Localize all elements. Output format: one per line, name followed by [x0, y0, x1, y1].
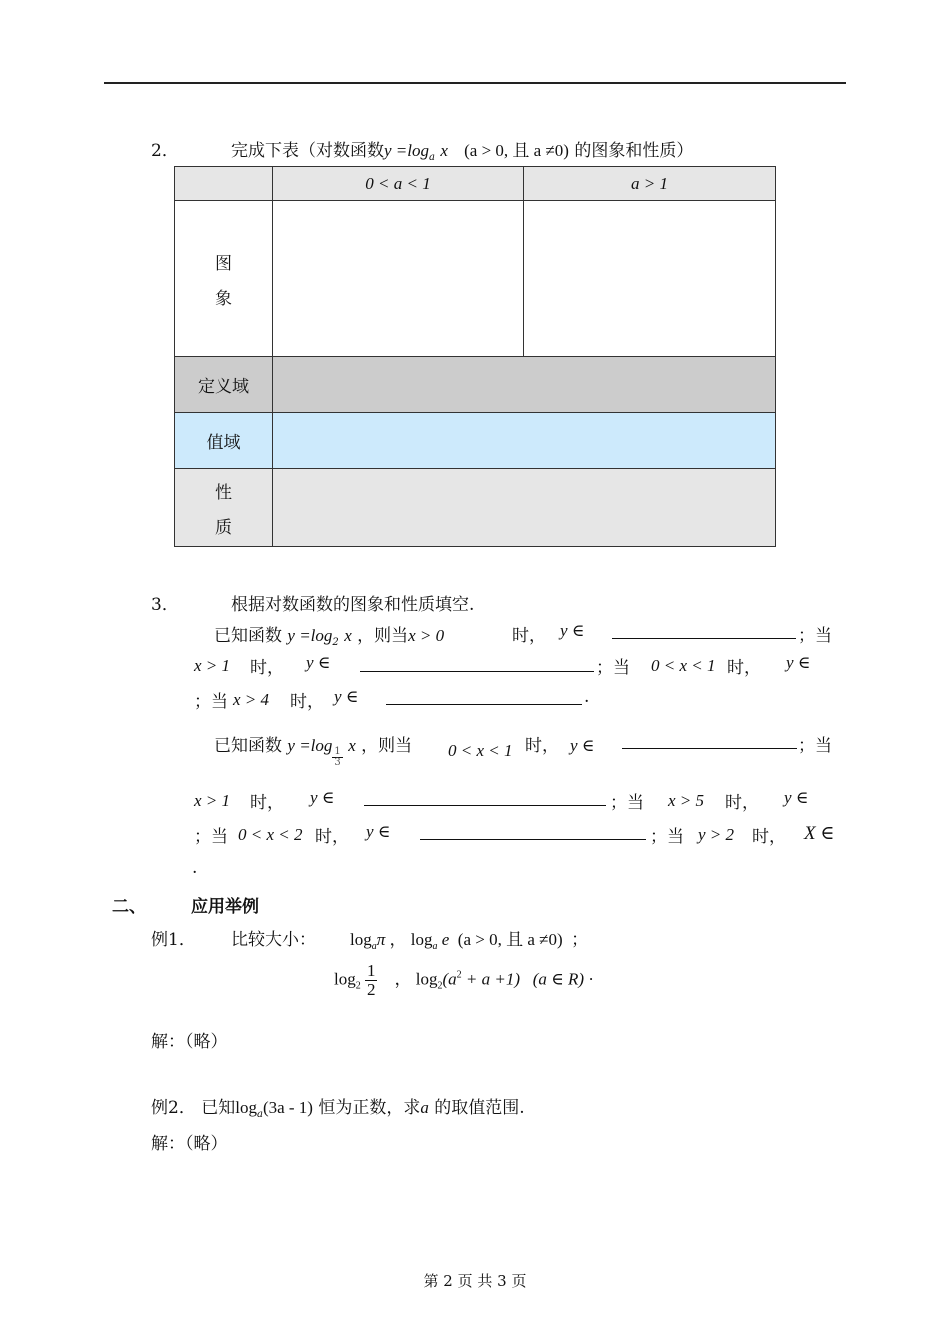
ex1-log-1: log [350, 930, 372, 949]
q3-shi-4: 时， [290, 692, 324, 712]
q3-y-in-5: y ∈ [570, 736, 595, 755]
q3-semi-dang-7: ；当 [650, 827, 684, 847]
ex1-log-1-base: a [371, 941, 377, 952]
q3-trailing-dot: . [192, 858, 198, 878]
example-1-solution: 解：（略） [151, 1032, 228, 1052]
q3-title: 根据对数函数的图象和性质填空. [231, 595, 475, 615]
q3-p1-cond1: x > 0 [408, 626, 445, 645]
q3-cond-0-x-1-b: 0 < x < 1 [448, 741, 513, 760]
example-1-text: 比较大小： [231, 930, 316, 950]
header-rule [104, 82, 846, 84]
q3-semi-dang-5: ；当 [610, 793, 644, 813]
q3-shi-9: 时， [752, 827, 786, 847]
q3-blank-1[interactable] [612, 638, 796, 639]
table-graph-cell-0-a-1[interactable] [273, 201, 524, 357]
table-header-0-a-1: 0 < a < 1 [273, 167, 524, 201]
section-2-number: 二、 [112, 897, 146, 917]
q3-blank-5[interactable] [364, 805, 606, 806]
q3-shi-6: 时， [250, 793, 284, 813]
q3-shi-5: 时， [525, 736, 559, 756]
q3-semi-dang-4: ；当 [798, 736, 832, 756]
log-properties-table [174, 166, 776, 547]
q2-formula-x: x [440, 141, 448, 160]
q3-y-in-1: y ∈ [560, 621, 585, 640]
table-header-a-gt-1: a > 1 [524, 167, 776, 201]
q3-cond-x-gt-4: x > 4 [233, 690, 270, 709]
ex1-comma-2: ， [394, 969, 412, 989]
q3-number: 3． [151, 595, 179, 615]
graph-label-char-1: 图 [215, 253, 232, 274]
q3-p1-lead-text: 已知函数 [214, 626, 282, 646]
ex1-semicolon: ； [571, 930, 589, 949]
ex1-log-4: log [415, 969, 438, 989]
q3-cond-x-gt-1-b: x > 1 [194, 791, 231, 810]
q3-y-in-4: y ∈ [334, 687, 359, 706]
example-1-label: 例1． [151, 930, 196, 950]
q2-condition: (a > 0, 且 a ≠0) [464, 141, 569, 160]
q3-p2-lead-text: 已知函数 [214, 736, 282, 756]
q3-shi-1: 时， [512, 626, 546, 646]
example-2-solution: 解：（略） [151, 1134, 228, 1154]
q3-cond-x-gt-1-a: x > 1 [194, 656, 231, 675]
q3-blank-2[interactable] [360, 671, 594, 672]
q3-shi-7: 时， [725, 793, 759, 813]
q3-p1-lead [214, 621, 444, 648]
example-2-line [151, 1093, 525, 1120]
q3-p2-lead [214, 731, 412, 769]
q2-text [231, 136, 693, 163]
q2-text-a: 完成下表（对数函数 [231, 141, 384, 161]
ex1-log-4-arg-b: + a +1) [465, 969, 520, 989]
table-corner-cell [175, 167, 273, 201]
q3-p1-when: ，则当 [357, 626, 409, 646]
question-2-line [151, 136, 179, 161]
q3-blank-6[interactable] [420, 839, 646, 840]
ex1-log-4-arg-a: (a [442, 969, 457, 989]
ex2-log-base: a [256, 1109, 263, 1120]
q3-cond-x-gt-5: x > 5 [668, 791, 705, 810]
ex1-log-3: log [334, 969, 356, 989]
q3-y-in-3: y ∈ [786, 653, 811, 672]
q3-p2-base-num: 1 [334, 745, 341, 757]
table-graph-cell-a-gt-1[interactable] [524, 201, 776, 357]
q3-blank-4[interactable] [622, 748, 797, 749]
q3-cond-0-x-2: 0 < x < 2 [238, 825, 303, 844]
q3-y-in-6: y ∈ [310, 788, 335, 807]
ex2-log-arg: (3a - 1) [262, 1098, 313, 1117]
ex1-log-2: log [410, 930, 433, 949]
q3-p1-func: y =log [287, 626, 333, 645]
graph-label-char-2: 象 [215, 288, 232, 309]
ex1-condition-2: (a ∈ R) [532, 969, 585, 989]
q3-y-in-8: y ∈ [366, 822, 391, 841]
ex2-variable: a [420, 1098, 429, 1117]
page-footer: 第 2 页 共 3 页 [423, 1272, 527, 1290]
q2-text-b: 的图象和性质） [574, 141, 694, 161]
example-2-label: 例2． [151, 1098, 196, 1118]
q3-shi-8: 时， [315, 827, 349, 847]
example-2-text-a: 已知 [201, 1098, 236, 1118]
table-row-graph-label [175, 201, 273, 357]
ex1-condition: (a > 0, 且 a ≠0) [457, 930, 563, 949]
ex1-log-4-exp: 2 [456, 969, 462, 981]
q3-p2-func: y =log [287, 736, 333, 755]
ex1-frac-num: 1 [366, 961, 376, 980]
ex1-log-3-base: 2 [355, 980, 361, 992]
property-label-char-1: 性 [215, 482, 232, 503]
q3-p1-base: 2 [332, 637, 339, 648]
table-row-domain-label: 定义域 [175, 357, 273, 413]
table-row-property-label [175, 469, 273, 547]
example-2-text-b: 恒为正数，求 [318, 1098, 421, 1118]
q3-p2-x: x [348, 736, 356, 755]
ex2-log: log [235, 1098, 257, 1117]
table-row-range-label: 值域 [175, 413, 273, 469]
q2-formula: y =log [384, 141, 429, 160]
q3-period-1: . [584, 687, 590, 707]
table-domain-cell[interactable] [273, 357, 776, 413]
q3-y-in-2: y ∈ [306, 653, 331, 672]
table-property-cell[interactable] [273, 469, 776, 547]
ex1-log-2-base: a [432, 941, 438, 952]
ex1-frac-den: 2 [366, 979, 376, 999]
ex1-fraction [365, 962, 378, 999]
q3-shi-2: 时， [250, 658, 284, 678]
ex1-log-4-base: 2 [437, 980, 443, 992]
q3-x-in: X ∈ [804, 823, 835, 844]
q3-p2-base-den: 3 [334, 757, 341, 768]
q3-blank-3[interactable] [386, 704, 582, 705]
ex1-log-2-arg: e [441, 930, 450, 949]
q3-p2-when: ，则当 [361, 736, 413, 756]
q2-number: 2． [151, 141, 179, 161]
q3-shi-3: 时， [727, 658, 761, 678]
q3-cond-y-gt-2: y > 2 [698, 825, 735, 844]
ex1-log-1-arg: π [376, 930, 386, 949]
section-2-title: 应用举例 [191, 897, 259, 917]
example-2-text-c: 的取值范围. [434, 1098, 525, 1118]
example-1-expr-line-1 [350, 925, 588, 952]
q3-semi-dang-3: ；当 [194, 692, 228, 712]
q3-y-in-7: y ∈ [784, 788, 809, 807]
q3-p1-x: x [344, 626, 352, 645]
q3-semi-dang-2: ；当 [596, 658, 630, 678]
example-1-expr-line-2 [334, 962, 594, 999]
q3-semi-dang-6: ；当 [194, 827, 228, 847]
q3-p2-base-fraction [332, 747, 342, 769]
property-label-char-2: 质 [215, 517, 232, 538]
q3-semi-dang-1: ；当 [798, 626, 832, 646]
ex1-end-dot: · [588, 969, 594, 989]
ex1-comma-1: ， [389, 930, 407, 949]
table-range-cell[interactable] [273, 413, 776, 469]
q2-formula-sub: a [429, 152, 435, 163]
q3-cond-0-x-1-a: 0 < x < 1 [651, 656, 716, 675]
